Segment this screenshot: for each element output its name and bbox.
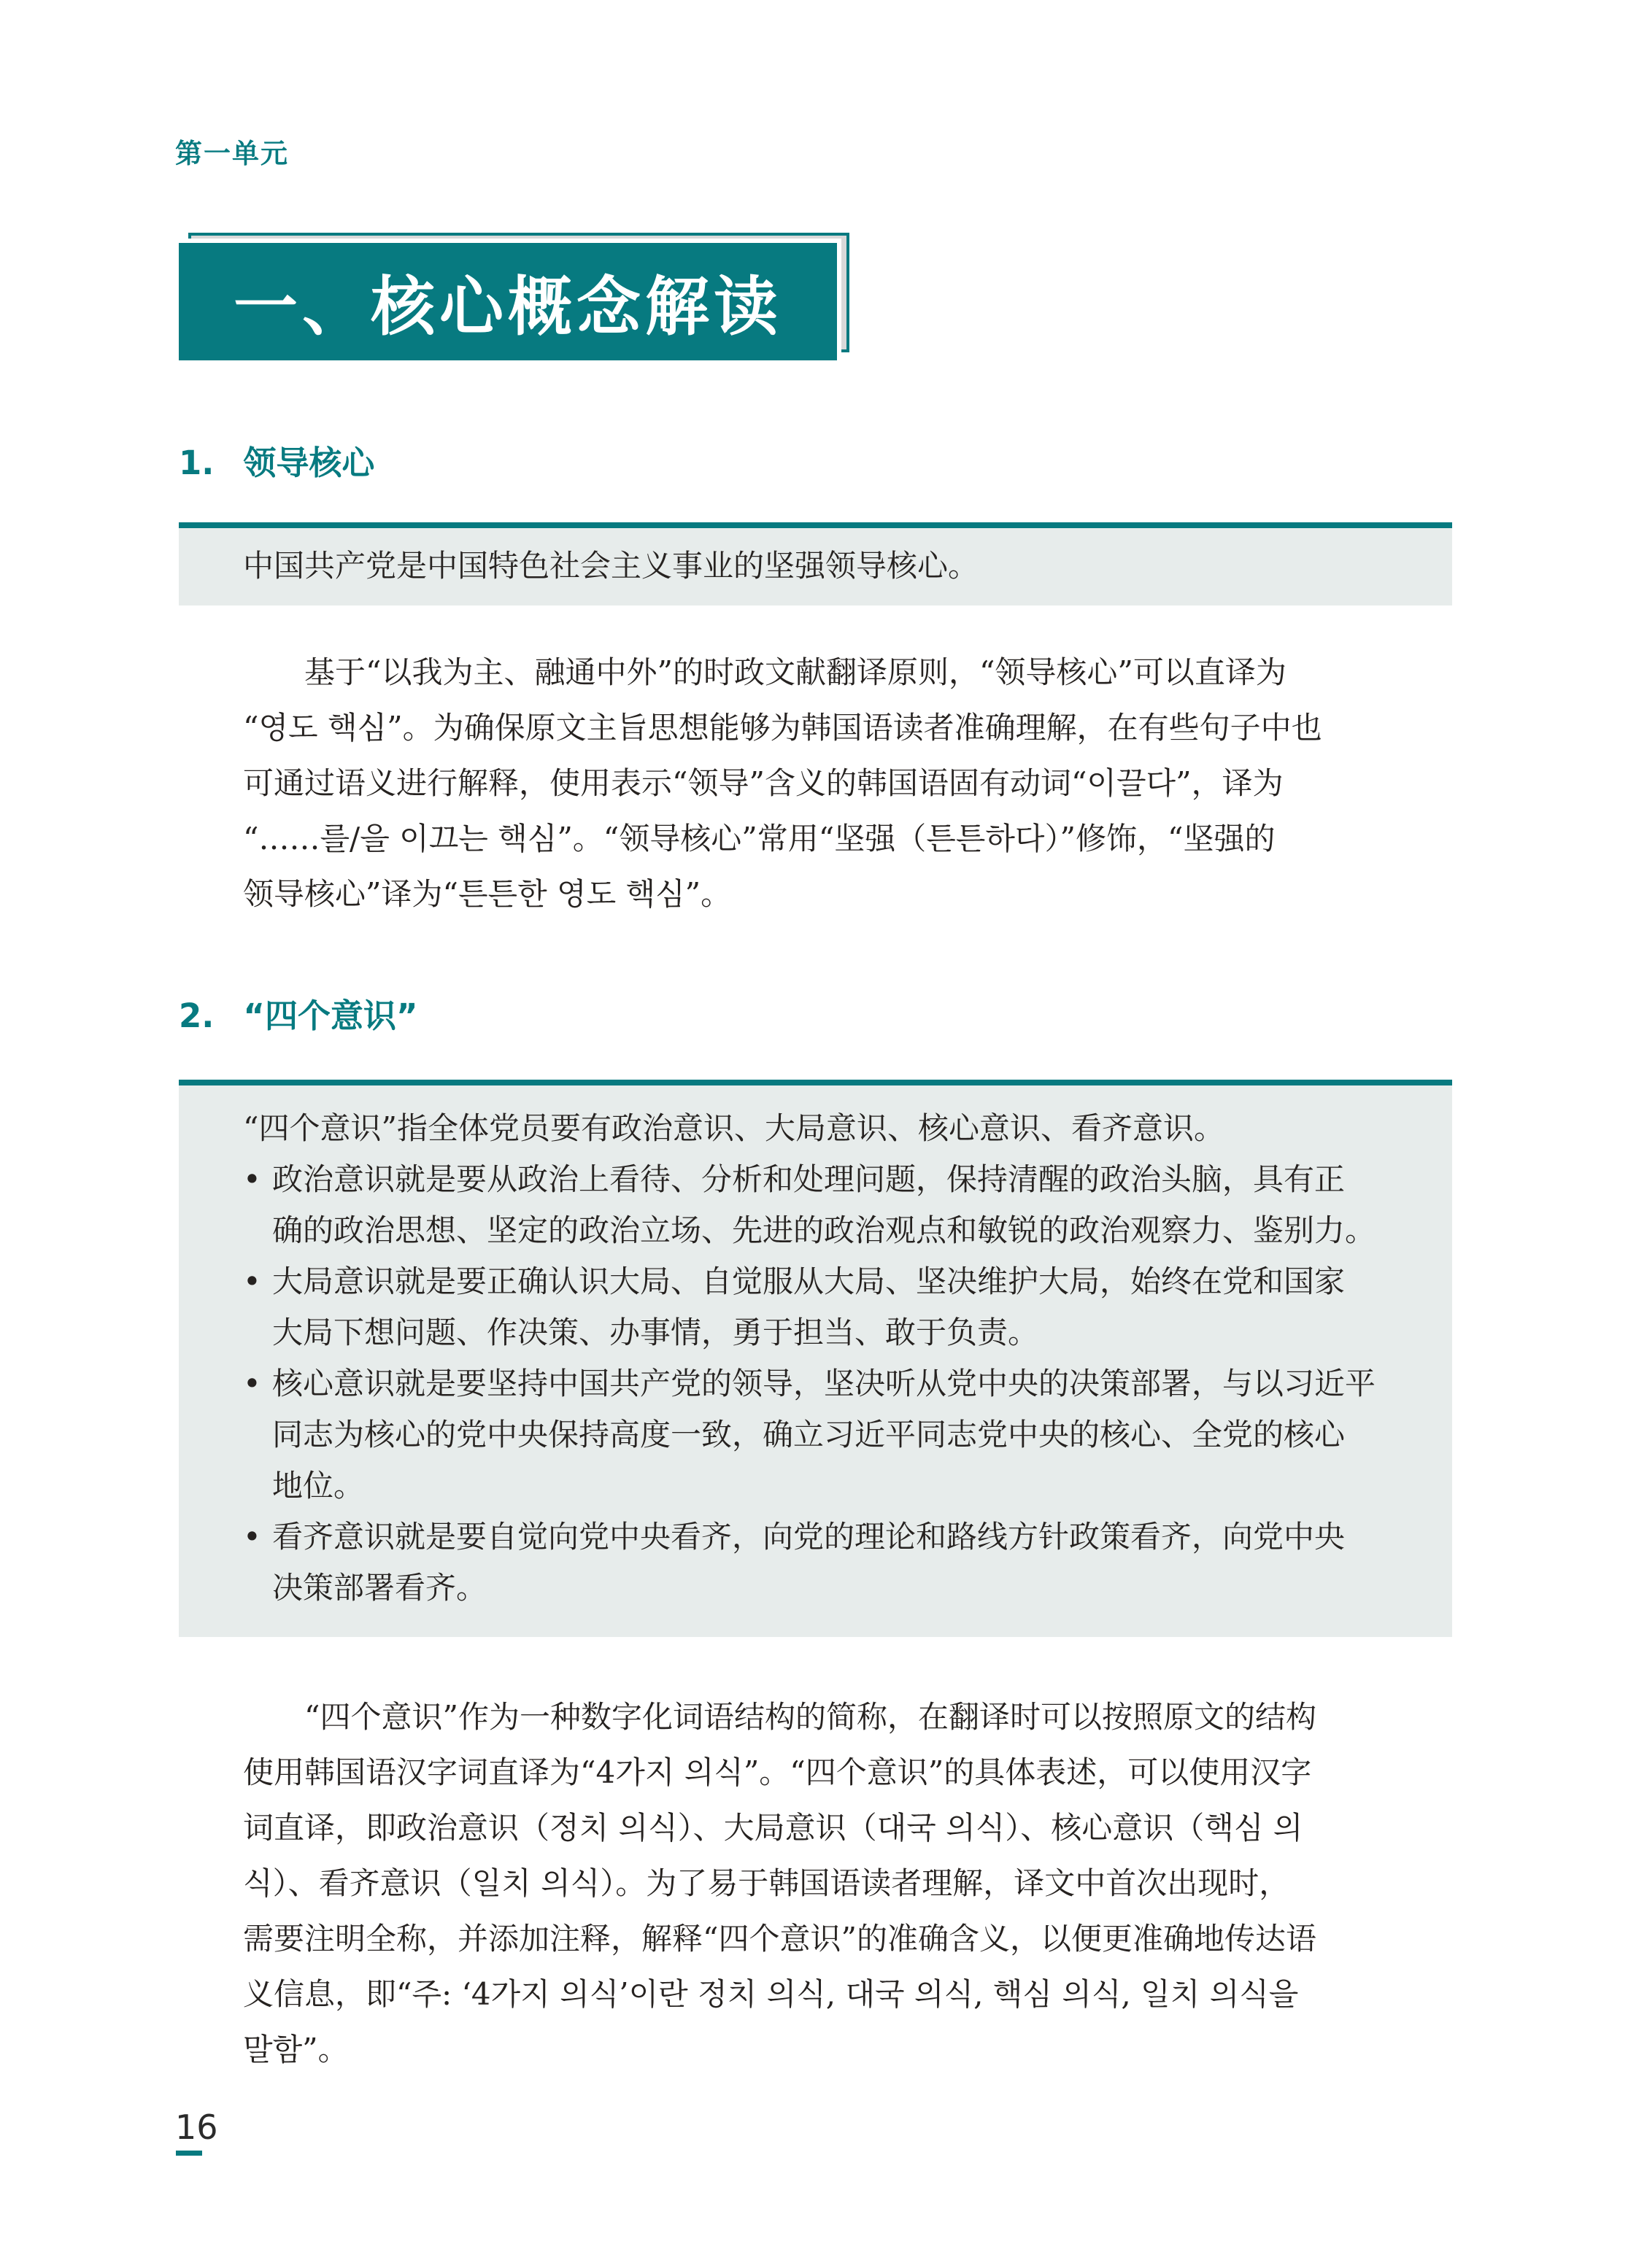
text-line: 核心意识就是要坚持中国共产党的领导，坚决听从党中央的决策部署，与以习近平: [272, 1366, 1376, 1401]
section-1-number: 1.: [179, 444, 215, 482]
page-number-rule: [176, 2151, 202, 2156]
text-line: 看齐意识就是要自觉向党中央看齐，向党的理论和路线方针政策看齐，向党中央: [272, 1519, 1346, 1555]
text-line: 政治意识就是要从政治上看待、分析和处理问题，保持清醒的政治头脑，具有正: [272, 1161, 1346, 1197]
page-number-block: [175, 2108, 218, 2156]
bullet-dot-icon: •: [243, 1263, 261, 1299]
text-line: “……를/을 이끄는 핵심”。“领导核心”常用“坚强（튼튼하다）”修饰，“坚强的: [243, 821, 1276, 856]
text-line: 决策部署看齐。: [272, 1570, 487, 1606]
text-line: 词直译，即政治意识（정치 의식）、大局意识（대국 의식）、核心意识（핵심 의: [243, 1810, 1303, 1846]
bullet-text: [272, 1358, 1376, 1512]
bullet-item: [243, 1512, 1388, 1614]
text-line: 需要注明全称，并添加注释，解释“四个意识”的准确含义，以便更准确地传达语: [243, 1921, 1316, 1957]
section-1-title: 领导核心: [243, 444, 375, 482]
text-line: “영도 핵심”。为确保原文主旨思想能够为韩国语读者准确理解，在有些句子中也: [243, 710, 1322, 746]
section-2-title: “四个意识”: [243, 996, 418, 1035]
paragraph-1: [243, 645, 1454, 922]
text-line: 大局意识就是要正确认识大局、自觉服从大局、坚决维护大局，始终在党和国家: [272, 1263, 1346, 1299]
text-line: “四个意识”作为一种数字化词语结构的简称，在翻译时可以按照原文的结构: [304, 1699, 1316, 1735]
text-line: 可通过语义进行解释，使用表示“领导”含义的韩国语固有动词“이끌다”，译为: [243, 765, 1284, 801]
text-line: “四个意识”指全体党员要有政治意识、大局意识、核心意识、看齐意识。: [243, 1110, 1224, 1146]
paragraph-2: [243, 1690, 1454, 2078]
text-line: 식）、看齐意识（일치 의식）。为了易于韩国语读者理解，译文中首次出现时，: [243, 1865, 1290, 1901]
definition-callout-2: [179, 1080, 1452, 1637]
definition-callout-1: [179, 522, 1452, 605]
text-line: 确的政治思想、坚定的政治立场、先进的政治观点和敏锐的政治观察力、鉴别力。: [272, 1212, 1376, 1248]
text-line: 同志为核心的党中央保持高度一致，确立习近平同志党中央的核心、全党的核心: [272, 1417, 1346, 1452]
text-line: 使用韩国语汉字词直译为“4가지 의식”。“四个意识”的具体表述，可以使用汉字: [243, 1754, 1312, 1790]
bullet-text: [272, 1512, 1345, 1614]
bullet-item: [243, 1154, 1388, 1256]
text-line: 义信息，即“주: ‘4가지 의식’이란 정치 의식, 대국 의식, 핵심 의식, 일치 의식을: [243, 1976, 1299, 2012]
callout-2-intro: [243, 1103, 1388, 1154]
bullet-item: [243, 1358, 1388, 1512]
bullet-text: [272, 1154, 1376, 1256]
bullet-text: [272, 1256, 1345, 1358]
bullet-dot-icon: •: [243, 1519, 261, 1555]
text-line: 말함”。: [243, 2032, 349, 2067]
banner-box: [179, 243, 837, 360]
text-line: 中国共产党是中国特色社会主义事业的坚强领导核心。: [243, 548, 979, 584]
text-line: 基于“以我为主、融通中外”的时政文献翻译原则，“领导核心”可以直译为: [304, 654, 1286, 690]
unit-label: 第一单元: [175, 138, 289, 169]
text-line: 地位。: [272, 1468, 365, 1503]
text-line: 领导核心”译为“튼튼한 영도 핵심”。: [243, 876, 732, 912]
section-banner: [179, 233, 849, 360]
text-line: 大局下想问题、作决策、办事情，勇于担当、敢于负责。: [272, 1315, 1039, 1350]
bullet-dot-icon: •: [243, 1366, 261, 1401]
bullet-item: [243, 1256, 1388, 1358]
page-number: 16: [175, 2108, 218, 2147]
callout-2-bullet-list: [243, 1154, 1388, 1614]
section-1-heading: [179, 436, 374, 484]
section-2-heading: [179, 989, 418, 1037]
bullet-dot-icon: •: [243, 1161, 261, 1197]
banner-title: 一、核心概念解读: [233, 268, 782, 344]
section-2-number: 2.: [179, 996, 215, 1035]
